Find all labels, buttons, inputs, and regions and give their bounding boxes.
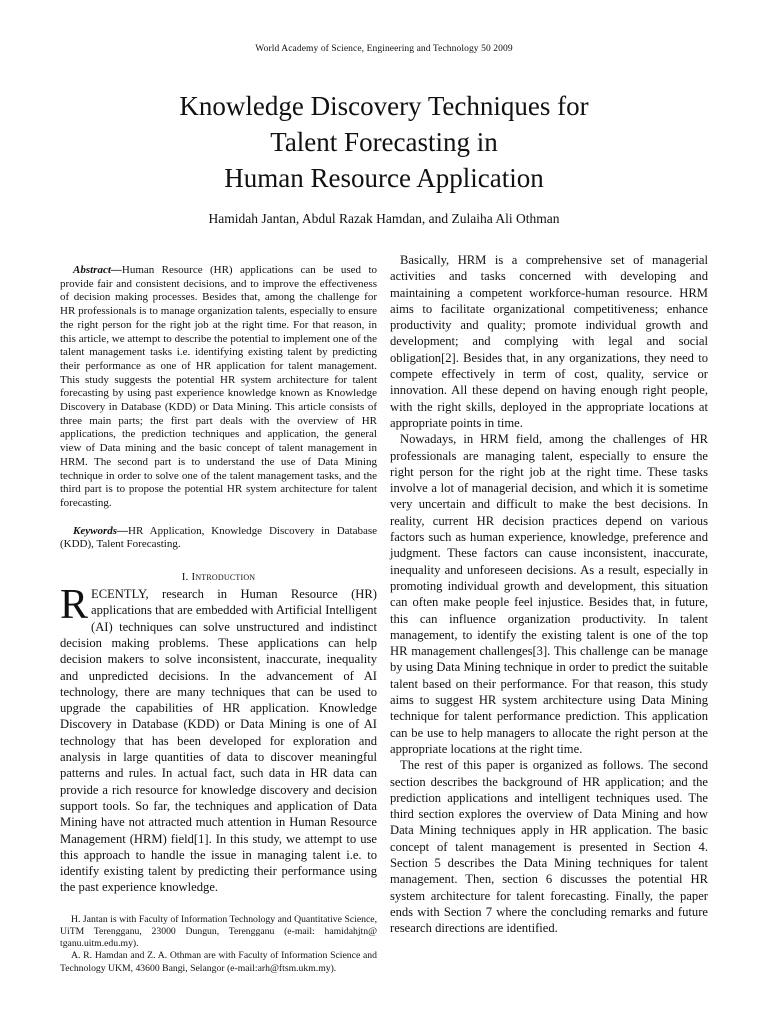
footnote-1: H. Jantan is with Faculty of Information Technology and Quantitative Science, UiTM Terengganu, 23000 Dungun, Terengganu (e-mail: hamidahjtn@ tganu.uitm.edu.my). [60, 913, 377, 950]
abstract [60, 264, 377, 511]
body-paragraph-1: Basically, HRM is a comprehensive set of managerial activities and tasks concerned with developing and maintaining a competent workforce-human resource. HRM aims to facilitate organizational competitiveness; enhance productivity and quality; promote individual growth and development; and complying with legal and social obligation[2]. Besides that, in any organizations, they need to compete effectively in term of cost, quality, service or innovation. All these depend on having enough right people, with the right skills, deployed in the appropriate locations at appropriate points in time. [390, 253, 708, 430]
title-line-2: Talent Forecasting in [270, 127, 498, 157]
running-header: World Academy of Science, Engineering and Technology 50 2009 [255, 44, 513, 54]
footnotes [60, 914, 377, 975]
right-column [390, 252, 708, 936]
body-paragraph-3: The rest of this paper is organized as follows. The second section describes the background of HR application; and the prediction applications and intelligent techniques used. The third section explores the overview of Data Mining and how Data Mining techniques apply in HR application. The basic concept of talent management is presented in Section 4. Section 5 describes the Data Mining techniques for talent management. Then, section 6 discusses the potential HR system architecture for talent forecasting. Finally, the paper ends with Section 7 where the concluding remarks and future research directions are identified. [390, 758, 708, 936]
body-paragraph-2: Nowadays, in HRM field, among the challenges of HR professionals are managing talent, especially to ensure the right person for the right job at the right time. These tasks involve a lot of managerial decision, and which it is sometime very uncertain and difficult to make the best decisions. In reality, current HR decision practices depend on various factors such as human experience, knowledge, preference and judgment. These factors can cause inconsistent, inaccurate, inequality and unforeseen decisions. As a result, especially in promoting individual growth and development, this situation can often make people feel injustice. Besides that, in future, this can influence organization productivity. In talent management, to identify the existing talent is one of the top HR management challenges[3]. This challenge can be manage by using Data Mining technique in order to predict the suitable talent based on their performance. For that reason, this study aims to suggest HR system architecture using Data Mining technique for talent performance prediction. This application can be use to help managers to allocate the right person at the appropriate locations at the right time. [390, 432, 708, 756]
left-column [60, 252, 377, 975]
paper-title [0, 88, 768, 196]
abstract-label: Abstract— [73, 264, 122, 276]
drop-cap: R [60, 582, 89, 629]
author-list: Hamidah Jantan, Abdul Razak Hamdan, and Zulaiha Ali Othman [208, 211, 560, 226]
abstract-text: Human Resource (HR) applications can be used to provide fair and consistent decisions, and to improve the effectiveness of decision making processes. Besides that, among the challenge for HR professionals is to manage organization talents, especially to ensure the right person for the right job at the right time. For that reason, in this article, we attempt to describe the potential to implement one of the talent management tasks i.e. identifying existing talent by predicting their performance as one of HR application for talent management. This study suggests the potential HR system architecture for talent forecasting by using past experience knowledge known as Knowledge Discovery in Database (KDD) or Data Mining. This article consists of three main parts; the first part deals with the overview of HR applications, the prediction techniques and application, the general view of Data mining and the basic concept of talent management in HRM. The second part is to understand the use of Data Mining technique in order to solve one of the talent management tasks, and the third part is to propose the potential HR system architecture for talent forecasting. [60, 264, 377, 509]
intro-paragraph [60, 582, 377, 896]
keywords [60, 525, 377, 552]
section-heading-introduction: I. Introduction [181, 571, 256, 584]
title-line-1: Knowledge Discovery Techniques for [179, 91, 589, 121]
title-line-3: Human Resource Application [224, 163, 544, 193]
footnote-2: A. R. Hamdan and Z. A. Othman are with Faculty of Information Science and Technology UKM, 43600 Bangi, Selangor (e-mail:arh@ftsm.ukm.my). [60, 950, 377, 974]
intro-text: ECENTLY, research in Human Resource (HR) applications that are embedded with Artificial Intelligent (AI) techniques can solve unstructured and indistinct decision making problems. These applications can help decision makers to solve inconsistent, inaccurate, inequality and unpredicted decisions. In the advancement of AI technology, there are many techniques that can be used to upgrade the capabilities of HR application. Knowledge Discovery in Database (KDD) or Data Mining is one of AI technology that has been developed for exploration and analysis in large quantities of data to discover meaningful patterns and rules. In actual fact, such data in HR data can provide a rich resource for knowledge discovery and decision support tools. So far, the techniques and application of Data Mining have not attracted much attention in Human Resource Management (HRM) field[1]. In this study, we attempt to use this approach to handle the issue in managing talent i.e. to identify existing talent by predicting their performance using the past experience knowledge. [60, 587, 377, 895]
keywords-text: HR Application, Knowledge Discovery in Database (KDD), Talent Forecasting. [60, 524, 377, 551]
keywords-label: Keywords— [73, 524, 128, 537]
